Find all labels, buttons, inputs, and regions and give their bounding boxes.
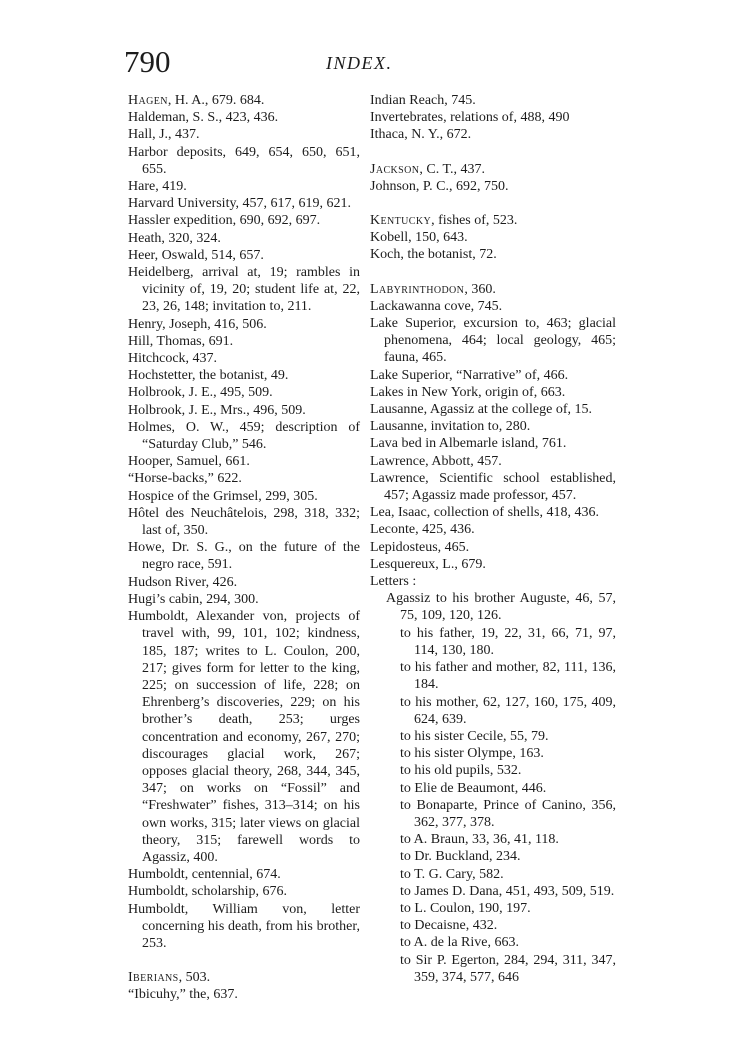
- index-entry: [370, 401, 616, 418]
- index-entry-text: Humboldt, scholarship, 676.: [128, 884, 288, 900]
- index-entry: [128, 574, 360, 591]
- index-entry: [128, 230, 360, 247]
- index-entry: [128, 195, 360, 212]
- index-entry-text: Hall, J., 437.: [128, 127, 200, 143]
- index-entry: [370, 745, 616, 762]
- index-entry-text: to his father, 19, 22, 31, 66, 71, 97, 114, 130, 180.: [400, 625, 616, 658]
- index-entry-text: Lake Superior, “Narrative” of, 466.: [370, 367, 569, 383]
- index-entry: [128, 402, 360, 419]
- index-entry-head: Kentucky: [370, 213, 432, 229]
- index-entry: [370, 659, 616, 693]
- index-entry: [370, 246, 616, 263]
- index-entry-text: Henry, Joseph, 416, 506.: [128, 316, 267, 332]
- index-entry: [370, 315, 616, 367]
- index-entry: [128, 470, 360, 487]
- index-entry: [370, 952, 616, 986]
- index-entry-text: Hare, 419.: [128, 179, 187, 195]
- index-entry-text: Heer, Oswald, 514, 657.: [128, 247, 264, 263]
- index-entry-text: Lawrence, Abbott, 457.: [370, 453, 502, 469]
- index-entry-text: Howe, Dr. S. G., on the future of the negro race, 591.: [128, 540, 360, 573]
- index-entry-text: Lackawanna cove, 745.: [370, 298, 503, 314]
- index-entry-text: Hospice of the Grimsel, 299, 305.: [128, 488, 318, 504]
- index-entry-text: “Ibicuhy,” the, 637.: [128, 987, 238, 1003]
- index-entry: [370, 848, 616, 865]
- index-entry: [128, 264, 360, 316]
- index-entry: [370, 590, 616, 624]
- index-entry-text: to his father and mother, 82, 111, 136, 184.: [400, 660, 616, 693]
- index-entry: [370, 917, 616, 934]
- index-entry-text: Humboldt, centennial, 674.: [128, 867, 281, 883]
- index-entry: [128, 453, 360, 470]
- index-entry-text: to his mother, 62, 127, 160, 175, 409, 624, 639.: [400, 694, 616, 727]
- index-entry: [370, 178, 616, 195]
- index-entry: [370, 212, 616, 229]
- index-entry: [128, 505, 360, 539]
- index-entry: [370, 539, 616, 556]
- index-entry-head: Jackson: [370, 161, 420, 177]
- running-head: INDEX.: [326, 53, 393, 73]
- index-entry: [370, 866, 616, 883]
- index-entry: [370, 573, 616, 590]
- index-entry: [128, 608, 360, 866]
- index-entry: [370, 728, 616, 745]
- index-entry: [128, 212, 360, 229]
- index-entry: [128, 901, 360, 953]
- index-entry-text: Hôtel des Neuchâtelois, 298, 318, 332; last of, 350.: [128, 505, 360, 539]
- index-entry: [128, 986, 360, 1003]
- index-entry-text: to James D. Dana, 451, 493, 509, 519.: [400, 883, 615, 899]
- index-entry-text: to A. Braun, 33, 36, 41, 118.: [400, 832, 559, 848]
- index-entry: [370, 281, 616, 298]
- index-entry: [128, 92, 360, 109]
- index-entry-text: Lesquereux, L., 679.: [370, 556, 486, 572]
- index-entry-text: Harbor deposits, 649, 654, 650, 651, 655.: [128, 144, 360, 177]
- index-entry-text: Lausanne, invitation to, 280.: [370, 419, 531, 435]
- index-entry: [128, 126, 360, 143]
- index-entry-text: Lawrence, Scientific school established, 457; Agassiz made professor, 457.: [370, 470, 616, 504]
- page-number: 790: [124, 44, 171, 79]
- index-entry-text: Koch, the botanist, 72.: [370, 247, 497, 263]
- index-entry-text: Letters :: [370, 574, 417, 590]
- section-gap: [370, 144, 616, 161]
- index-entry-text: Holbrook, J. E., 495, 509.: [128, 385, 273, 401]
- index-entry-text: Indian Reach, 745.: [370, 93, 476, 108]
- index-entry: [128, 316, 360, 333]
- index-entry-text: “Horse-backs,” 622.: [128, 471, 242, 487]
- index-entry: [128, 384, 360, 401]
- index-entry: [370, 470, 616, 504]
- index-entry-text: Hassler expedition, 690, 692, 697.: [128, 213, 321, 229]
- index-entry-text: Johnson, P. C., 692, 750.: [370, 178, 509, 194]
- index-entry: [370, 229, 616, 246]
- index-entry-head: Iberians: [128, 970, 179, 986]
- index-entry-text: to L. Coulon, 190, 197.: [400, 900, 531, 916]
- index-entry-text: to Decaisne, 432.: [400, 918, 498, 934]
- index-entry: [128, 969, 360, 986]
- index-entry: [128, 109, 360, 126]
- index-entry-text: Holbrook, J. E., Mrs., 496, 509.: [128, 402, 306, 418]
- index-entry-text: Hitchcock, 437.: [128, 351, 218, 367]
- index-entry: [370, 435, 616, 452]
- index-entry: [128, 247, 360, 264]
- index-entry: [370, 883, 616, 900]
- index-entry: [128, 866, 360, 883]
- index-entry-text: to Dr. Buckland, 234.: [400, 849, 521, 865]
- index-entry-text: Ithaca, N. Y., 672.: [370, 127, 472, 143]
- index-entry: [370, 109, 616, 126]
- index-entry-text: to Bonaparte, Prince of Canino, 356, 362, 377, 378.: [400, 797, 616, 830]
- index-entry-text: to his sister Olympe, 163.: [400, 746, 544, 762]
- index-entry: [370, 161, 616, 178]
- index-column-left: [128, 92, 360, 1004]
- index-entry-text: Hudson River, 426.: [128, 574, 238, 590]
- index-entry-text: Hugi’s cabin, 294, 300.: [128, 591, 259, 607]
- index-entry: [370, 831, 616, 848]
- index-entry: [370, 780, 616, 797]
- index-entry: [128, 539, 360, 573]
- index-entry: [370, 298, 616, 315]
- index-entry-text: Lava bed in Albemarle island, 761.: [370, 436, 567, 452]
- index-entry: [370, 126, 616, 143]
- index-entry: [370, 934, 616, 951]
- index-entry-text: Haldeman, S. S., 423, 436.: [128, 110, 279, 126]
- index-entry-text: Heidelberg, arrival at, 19; rambles in vicinity of, 19, 20; student life at, 22, 23, 26, 148; invitation to, 211.: [128, 265, 360, 315]
- index-entry: [128, 333, 360, 350]
- index-entry-text: Hooper, Samuel, 661.: [128, 454, 250, 470]
- index-entry-text: to Sir P. Egerton, 284, 294, 311, 347, 359, 374, 577, 646: [400, 952, 616, 985]
- index-entry-text: Hill, Thomas, 691.: [128, 333, 234, 349]
- index-entry: [128, 144, 360, 178]
- index-entry-text: Lausanne, Agassiz at the college of, 15.: [370, 402, 592, 418]
- index-entry-head: Labyrinthodon: [370, 281, 465, 297]
- index-entry-text: to A. de la Rive, 663.: [400, 935, 519, 951]
- index-entry: [370, 504, 616, 521]
- index-entry: [128, 419, 360, 453]
- index-entry: [370, 92, 616, 109]
- index-entry-text: Holmes, O. W., 459; description of “Saturday Club,” 546.: [128, 419, 360, 453]
- index-entry-text: Hochstetter, the botanist, 49.: [128, 368, 289, 384]
- index-entry-text: , fishes of, 523.: [431, 213, 518, 229]
- index-entry: [370, 384, 616, 401]
- index-entry-text: Lea, Isaac, collection of shells, 418, 436.: [370, 505, 599, 521]
- index-column-right: [370, 92, 616, 986]
- index-entry: [370, 367, 616, 384]
- index-entry: [128, 488, 360, 505]
- index-entry-text: , H. A., 679. 684.: [167, 93, 265, 108]
- index-entry-text: to his sister Cecile, 55, 79.: [400, 728, 549, 744]
- index-entry: [370, 625, 616, 659]
- index-entry: [128, 367, 360, 384]
- index-entry-text: Humboldt, Alexander von, projects of travel with, 99, 101, 102; kindness, 185, 187; writes to L. Coulon, 200, 217; gives form for letter to the king, 225; on succession of life, 228; on Ehrenberg’s discoveries, 229; on his brother’s death, 253; urges concentration and economy, 267, 270; discourages glacial work, 267; opposes glacial theory, 268, 344, 345, 347; on works on “Fossil” and “Freshwater” fishes, 313–314; on his own works, 315; later views on glacial theory, 315; farewell words to Agassiz, 400.: [128, 609, 360, 865]
- index-entry-head: Hagen: [128, 93, 168, 108]
- index-entry: [128, 591, 360, 608]
- section-gap: [370, 195, 616, 212]
- index-entry: [370, 521, 616, 538]
- index-entry: [128, 350, 360, 367]
- index-entry-text: to his old pupils, 532.: [400, 763, 522, 779]
- section-gap: [370, 264, 616, 281]
- index-entry-text: Lepidosteus, 465.: [370, 539, 470, 555]
- index-entry: [370, 453, 616, 470]
- index-entry: [370, 556, 616, 573]
- index-entry-text: Agassiz to his brother Auguste, 46, 57, 75, 109, 120, 126.: [386, 591, 616, 624]
- index-entry-text: to Elie de Beaumont, 446.: [400, 780, 547, 796]
- section-gap: [128, 952, 360, 969]
- index-entry-text: Invertebrates, relations of, 488, 490: [370, 110, 570, 126]
- index-entry-text: , 360.: [464, 281, 496, 297]
- index-entry-text: to T. G. Cary, 582.: [400, 866, 504, 882]
- index-entry: [370, 694, 616, 728]
- index-entry-text: Leconte, 425, 436.: [370, 522, 475, 538]
- index-entry: [370, 900, 616, 917]
- index-entry-text: Lakes in New York, origin of, 663.: [370, 384, 566, 400]
- index-entry: [128, 178, 360, 195]
- index-entry: [128, 883, 360, 900]
- index-entry: [370, 418, 616, 435]
- index-entry-text: , 503.: [178, 970, 211, 986]
- index-entry-text: , C. T., 437.: [419, 161, 485, 177]
- index-entry-text: Heath, 320, 324.: [128, 230, 221, 246]
- index-entry: [370, 762, 616, 779]
- index-entry-text: Harvard University, 457, 617, 619, 621.: [128, 196, 352, 212]
- index-entry-text: Humboldt, William von, letter concerning his death, from his brother, 253.: [128, 901, 360, 951]
- index-entry-text: Lake Superior, excursion to, 463; glacial phenomena, 464; local geology, 465; fauna, 465.: [370, 316, 616, 366]
- index-entry-text: Kobell, 150, 643.: [370, 230, 468, 246]
- index-entry: [370, 797, 616, 831]
